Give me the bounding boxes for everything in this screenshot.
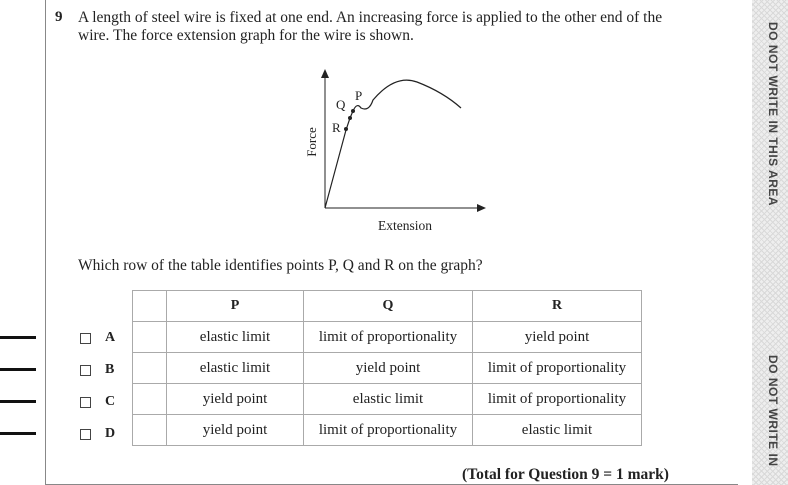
option-b-letter: B xyxy=(105,362,115,377)
point-p xyxy=(351,109,355,113)
cell-r: elastic limit xyxy=(473,415,642,446)
table-row xyxy=(133,322,642,353)
point-r xyxy=(344,127,348,131)
cell-q: limit of proportionality xyxy=(304,415,473,446)
header-p: P xyxy=(167,291,304,322)
table-header-row xyxy=(133,291,642,322)
question-number: 9 xyxy=(55,9,63,25)
option-a[interactable] xyxy=(80,331,115,345)
option-cell xyxy=(133,384,167,415)
x-axis-label: Extension xyxy=(378,218,432,233)
cell-r: yield point xyxy=(473,322,642,353)
alignment-mark xyxy=(0,432,36,435)
cell-q: yield point xyxy=(304,353,473,384)
point-label-r: R xyxy=(332,120,341,135)
answer-table xyxy=(132,290,642,446)
option-a-letter: A xyxy=(105,330,116,345)
option-cell xyxy=(133,415,167,446)
alignment-mark xyxy=(0,368,36,371)
cell-q: limit of proportionality xyxy=(304,322,473,353)
cell-p: elastic limit xyxy=(167,322,304,353)
left-margin-line xyxy=(45,0,46,485)
question-prompt: Which row of the table identifies points P, Q and R on the graph? xyxy=(78,257,483,274)
option-c[interactable] xyxy=(80,395,115,409)
x-axis-arrow xyxy=(477,204,486,212)
force-extension-curve xyxy=(325,80,461,208)
option-d-letter: D xyxy=(105,426,116,441)
question-total: (Total for Question 9 = 1 mark) xyxy=(462,466,669,483)
header-blank xyxy=(133,291,167,322)
alignment-mark xyxy=(0,400,36,403)
point-label-q: Q xyxy=(336,97,346,112)
margin-warning-upper: DO NOT WRITE IN THIS AREA xyxy=(766,22,780,207)
cell-p: yield point xyxy=(167,415,304,446)
header-q: Q xyxy=(304,291,473,322)
margin-warning-lower: DO NOT WRITE IN xyxy=(766,355,780,467)
option-cell xyxy=(133,353,167,384)
checkbox-b[interactable] xyxy=(80,365,91,376)
table-row xyxy=(133,415,642,446)
alignment-mark xyxy=(0,336,36,339)
table-row xyxy=(133,384,642,415)
question-text: A length of steel wire is fixed at one end. An increasing force is applied to the other end of the wire. The force extension graph for the wire is shown. xyxy=(78,9,663,44)
point-label-p: P xyxy=(355,88,363,103)
cell-p: yield point xyxy=(167,384,304,415)
option-cell xyxy=(133,322,167,353)
header-r: R xyxy=(473,291,642,322)
cell-r: limit of proportionality xyxy=(473,384,642,415)
checkbox-d[interactable] xyxy=(80,429,91,440)
cell-p: elastic limit xyxy=(167,353,304,384)
y-axis-label: Force xyxy=(304,127,319,157)
cell-q: elastic limit xyxy=(304,384,473,415)
table-row xyxy=(133,353,642,384)
force-extension-graph xyxy=(295,66,495,241)
option-d[interactable] xyxy=(80,427,115,441)
point-q xyxy=(348,116,352,120)
option-c-letter: C xyxy=(105,394,116,409)
option-b[interactable] xyxy=(80,363,114,377)
y-axis-arrow xyxy=(321,69,329,78)
cell-r: limit of proportionality xyxy=(473,353,642,384)
checkbox-a[interactable] xyxy=(80,333,91,344)
checkbox-c[interactable] xyxy=(80,397,91,408)
